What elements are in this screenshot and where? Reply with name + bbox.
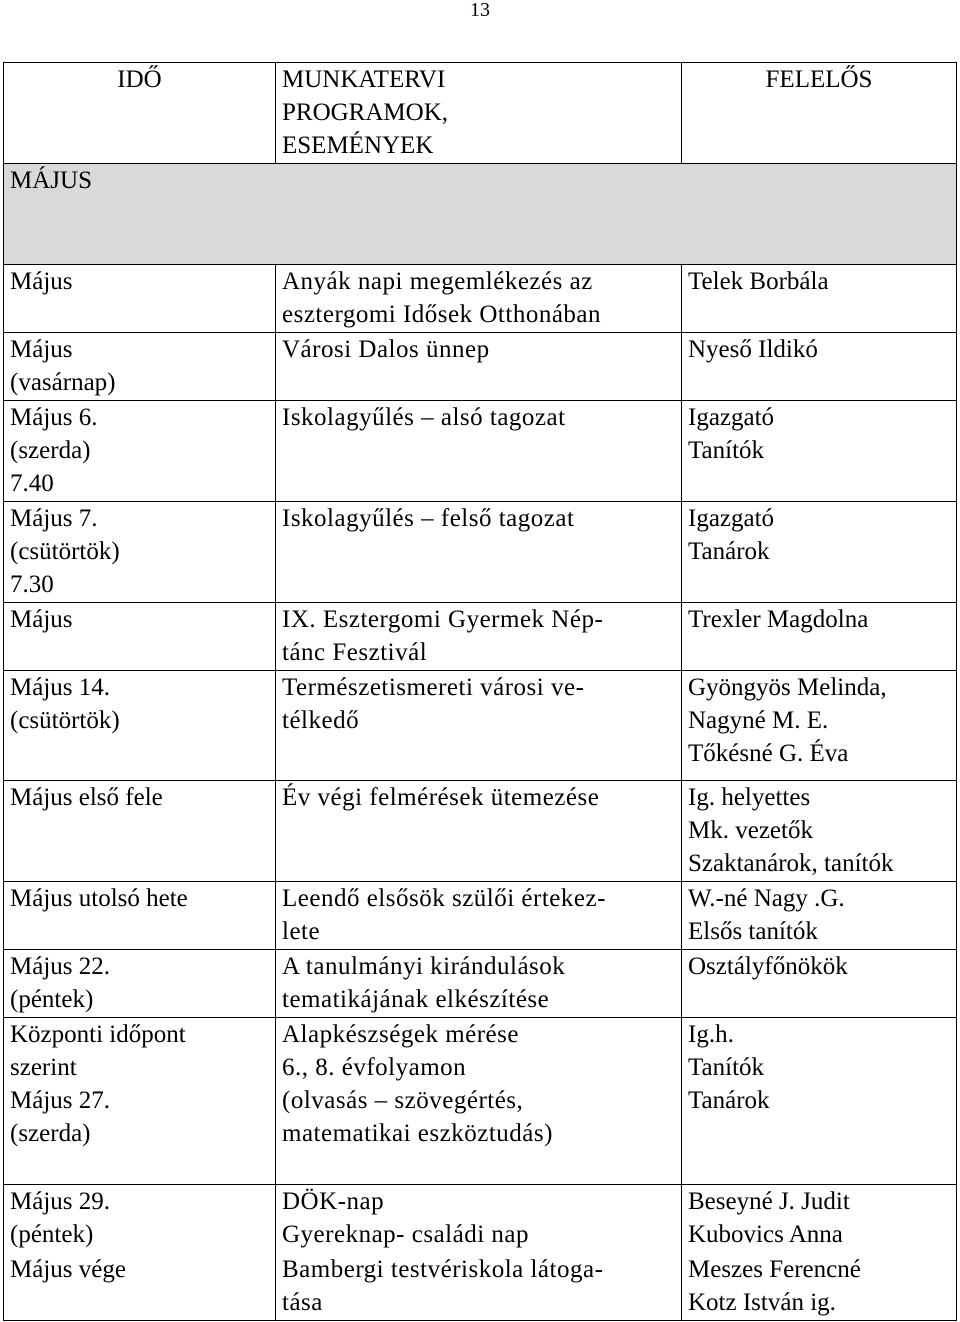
table-row bbox=[4, 265, 957, 333]
row-program: Iskolagyűlés – alsó tagozat bbox=[276, 401, 682, 502]
row-responsible: Gyöngyös Melinda, Nagyné M. E. Tőkésné G. Éva bbox=[682, 671, 957, 781]
row-responsible: Osztályfőnökök bbox=[682, 950, 957, 1018]
table-row bbox=[4, 1185, 957, 1253]
table-header-row bbox=[4, 63, 957, 164]
month-label: MÁJUS bbox=[4, 164, 957, 265]
row-program: Iskolagyűlés – felső tagozat bbox=[276, 502, 682, 603]
row-program: A tanulmányi kirándulások tematikájának elkészítése bbox=[276, 950, 682, 1018]
work-plan-table bbox=[3, 62, 957, 1321]
row-time: Május 22. (péntek) bbox=[4, 950, 276, 1018]
row-time: Május (vasárnap) bbox=[4, 333, 276, 401]
row-responsible: Nyeső Ildikó bbox=[682, 333, 957, 401]
row-responsible: Igazgató Tanárok bbox=[682, 502, 957, 603]
row-time: Május 6. (szerda) 7.40 bbox=[4, 401, 276, 502]
row-program: DÖK-nap Gyereknap- családi nap bbox=[276, 1185, 682, 1253]
row-time: Május első fele bbox=[4, 781, 276, 882]
row-responsible: Telek Borbála bbox=[682, 265, 957, 333]
table-row bbox=[4, 603, 957, 671]
table-row bbox=[4, 1253, 957, 1321]
row-program: Természetismereti városi ve- télkedő bbox=[276, 671, 682, 781]
row-time: Május bbox=[4, 265, 276, 333]
row-program: Alapkészségek mérése 6., 8. évfolyamon (olvasás – szövegértés, matematikai eszköztudás) bbox=[276, 1018, 682, 1185]
table-row bbox=[4, 333, 957, 401]
header-time: IDŐ bbox=[4, 63, 276, 164]
row-responsible: Ig.h. Tanítók Tanárok bbox=[682, 1018, 957, 1185]
row-responsible: Ig. helyettes Mk. vezetők Szaktanárok, tanítók bbox=[682, 781, 957, 882]
table-row bbox=[4, 950, 957, 1018]
row-time: Május bbox=[4, 603, 276, 671]
table-row bbox=[4, 882, 957, 950]
month-row bbox=[4, 164, 957, 265]
page-number: 13 bbox=[470, 0, 490, 21]
row-responsible: Igazgató Tanítók bbox=[682, 401, 957, 502]
row-program: Év végi felmérések ütemezése bbox=[276, 781, 682, 882]
row-responsible: W.-né Nagy .G. Elsős tanítók bbox=[682, 882, 957, 950]
header-program: MUNKATERVI PROGRAMOK, ESEMÉNYEK bbox=[276, 63, 682, 164]
row-time: Május vége bbox=[4, 1253, 276, 1321]
row-responsible: Trexler Magdolna bbox=[682, 603, 957, 671]
table-row bbox=[4, 502, 957, 603]
row-time: Május 29. (péntek) bbox=[4, 1185, 276, 1253]
row-program: Városi Dalos ünnep bbox=[276, 333, 682, 401]
row-time: Május 14. (csütörtök) bbox=[4, 671, 276, 781]
row-time: Központi időpont szerint Május 27. (szerda) bbox=[4, 1018, 276, 1185]
row-responsible: Beseyné J. Judit Kubovics Anna bbox=[682, 1185, 957, 1253]
table-row bbox=[4, 671, 957, 781]
header-responsible: FELELŐS bbox=[682, 63, 957, 164]
row-responsible: Meszes Ferencné Kotz István ig. bbox=[682, 1253, 957, 1321]
row-program: IX. Esztergomi Gyermek Nép- tánc Fesztivál bbox=[276, 603, 682, 671]
table-row bbox=[4, 401, 957, 502]
row-program: Anyák napi megemlékezés az esztergomi Idősek Otthonában bbox=[276, 265, 682, 333]
table-row bbox=[4, 781, 957, 882]
row-program: Bambergi testvériskola látoga- tása bbox=[276, 1253, 682, 1321]
row-program: Leendő elsősök szülői értekez- lete bbox=[276, 882, 682, 950]
table-row bbox=[4, 1018, 957, 1185]
row-time: Május 7. (csütörtök) 7.30 bbox=[4, 502, 276, 603]
row-time: Május utolsó hete bbox=[4, 882, 276, 950]
